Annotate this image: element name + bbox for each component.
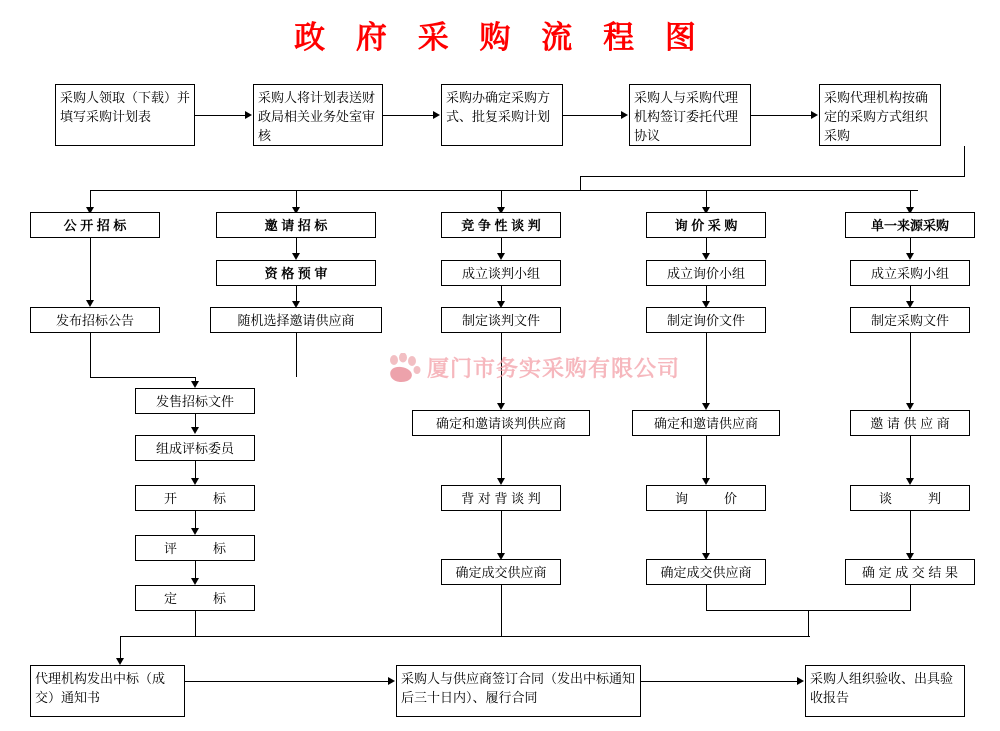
arrow-icon [86,300,94,307]
arrow-icon [702,403,710,410]
stage-box-open-bidding: 公 开 招 标 [30,212,160,238]
arrow-icon [497,253,505,260]
connector [563,115,621,116]
arrow-icon [292,253,300,260]
arrow-icon [906,403,914,410]
connector [808,610,809,636]
collection-bus [120,636,810,637]
arrow-icon [116,658,124,665]
watermark [385,352,680,383]
connector [706,511,707,557]
page-title: 政 府 采 购 流 程 图 [294,20,706,56]
stage-box-invite-suppliers: 邀 请 供 应 商 [850,410,970,436]
connector [501,511,502,557]
stage-box-determine-supplier-inquiry: 确定成交供应商 [646,559,766,585]
arrow-icon [497,403,505,410]
arrow-icon [191,478,199,485]
stage-box-inquiry-docs: 制定询价文件 [646,307,766,333]
stage-box-determine-result: 确 定 成 交 结 果 [845,559,975,585]
connector [195,611,196,636]
stage-box-determine-supplier-neg: 确定成交供应商 [441,559,561,585]
connector [383,115,433,116]
process-box-submit-plan: 采购人将计划表送财政局相关业务处室审核 [253,84,383,146]
arrow-icon [191,381,199,388]
arrow-icon [388,677,395,685]
stage-box-random-select-suppliers: 随机选择邀请供应商 [210,307,382,333]
stage-box-bid-opening: 开 标 [135,485,255,511]
final-box-sign-contract: 采购人与供应商签订合同（发出中标通知后三十日内）、履行合同 [396,665,641,717]
stage-box-inquiry-purchase: 询 价 采 购 [646,212,766,238]
stage-box-purchase-team: 成立采购小组 [850,260,970,286]
connector [90,333,91,377]
stage-box-negotiation-team: 成立谈判小组 [441,260,561,286]
stage-box-prequalification: 资 格 预 审 [216,260,376,286]
arrow-icon [433,111,440,119]
arrow-icon [797,677,804,685]
arrow-icon [811,111,818,119]
arrow-icon [191,528,199,535]
stage-box-single-source: 单一来源采购 [845,212,975,238]
connector [706,333,707,407]
stage-box-publish-announcement: 发布招标公告 [30,307,160,333]
stage-box-confirm-invite-negotiation-suppliers: 确定和邀请谈判供应商 [412,410,590,436]
stage-box-inquiry-team: 成立询价小组 [646,260,766,286]
connector [641,681,797,682]
arrow-icon [702,478,710,485]
connector [706,585,707,610]
connector [910,511,911,557]
stage-box-competitive-negotiation: 竞 争 性 谈 判 [441,212,561,238]
connector [296,333,297,377]
process-box-sign-agency: 采购人与采购代理机构签订委托代理协议 [629,84,751,146]
connector [501,585,502,636]
arrow-icon [245,111,252,119]
stage-box-purchase-docs: 制定采购文件 [850,307,970,333]
stage-box-sell-bid-docs: 发售招标文件 [135,388,255,414]
distribution-bus [90,190,918,191]
connector [501,333,502,407]
connector [501,436,502,482]
connector [751,115,811,116]
arrow-icon [906,253,914,260]
connector [910,333,911,407]
final-box-acceptance: 采购人组织验收、出具验收报告 [805,665,965,717]
stage-box-negotiation-docs: 制定谈判文件 [441,307,561,333]
arrow-icon [497,478,505,485]
arrow-icon [191,427,199,434]
arrow-icon [906,478,914,485]
stage-box-back-to-back-negotiation: 背 对 背 谈 判 [441,485,561,511]
connector [964,146,965,176]
stage-box-confirm-invite-suppliers: 确定和邀请供应商 [632,410,780,436]
arrow-icon [191,578,199,585]
stage-box-inquiry: 询 价 [646,485,766,511]
process-box-approve-method: 采购办确定采购方式、批复采购计划 [441,84,563,146]
connector [90,377,195,378]
process-box-agency-organize: 采购代理机构按确定的采购方式组织采购 [819,84,941,146]
final-box-award-notice: 代理机构发出中标（成交）通知书 [30,665,185,717]
arrow-icon [702,253,710,260]
process-box-plan-form: 采购人领取（下载）并填写采购计划表 [55,84,195,146]
arrow-icon [621,111,628,119]
connector [580,176,581,190]
connector [90,238,91,304]
connector [195,115,245,116]
connector [706,436,707,482]
watermark-text: 厦门市务实采购有限公司 [427,357,681,382]
connector [185,681,388,682]
stage-box-negotiation: 谈 判 [850,485,970,511]
connector [910,585,911,610]
stage-box-form-committee: 组成评标委员 [135,435,255,461]
connector [580,176,965,177]
connector [910,436,911,482]
stage-box-award-decision: 定 标 [135,585,255,611]
paw-icon [385,353,421,383]
stage-box-bid-evaluation: 评 标 [135,535,255,561]
stage-box-invited-bidding: 邀 请 招 标 [216,212,376,238]
